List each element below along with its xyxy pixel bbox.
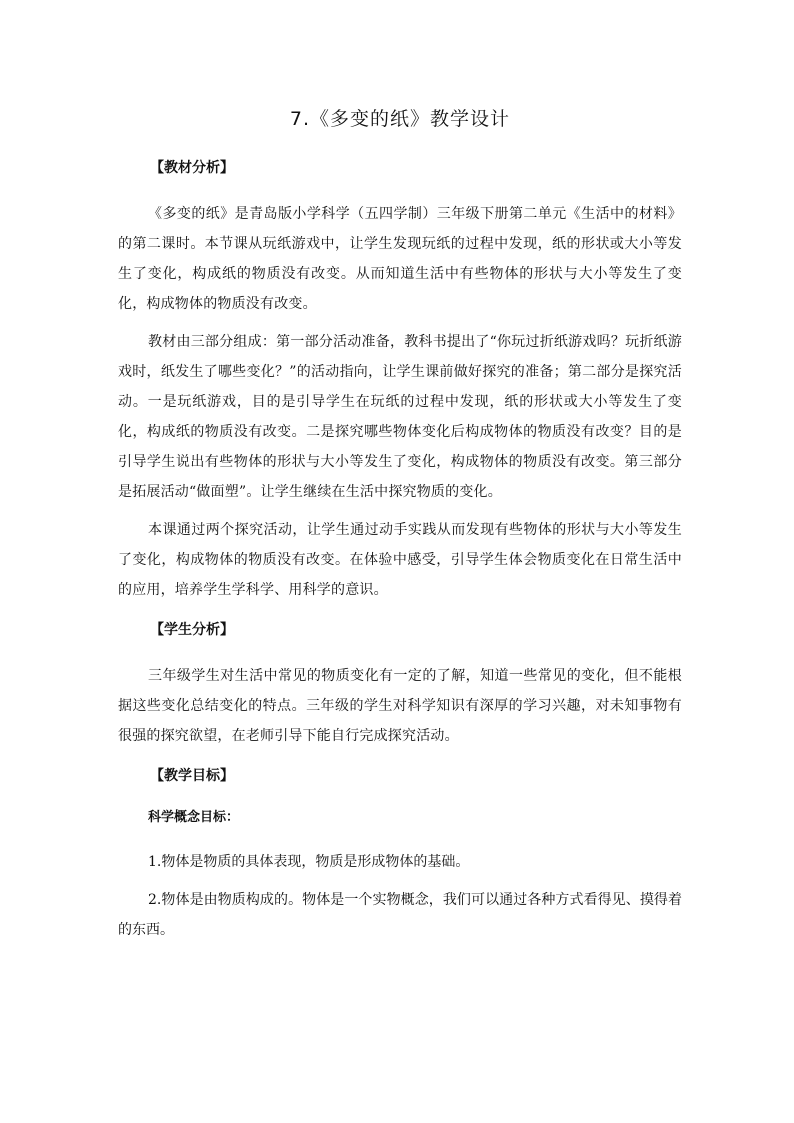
subheading-science-concept: 科学概念目标： — [148, 810, 240, 825]
paragraph: 三年级学生对生活中常见的物质变化有一定的了解，知道一些常见的变化，但不能根据这些变化总结变化的特点。三年级的学生对科学知识有深厚的学习兴趣，对未知事物有很强的探究欲望，在老师引导下能自行完成探究活动。 — [118, 668, 682, 744]
section-heading: 【教材分析】 — [150, 160, 234, 176]
paragraph: 《多变的纸》是青岛版小学科学（五四学制）三年级下册第二单元《生活中的材料》的第二课时。本节课从玩纸游戏中，让学生发现玩纸的过程中发现，纸的形状或大小等发生了变化，构成纸的物质没有改变。从而知道生活中有些物体的形状与大小等发生了变化，构成物体的物质没有改变。 — [118, 206, 682, 312]
paragraph: 教材由三部分组成：第一部分活动准备，教科书提出了“你玩过折纸游戏吗？玩折纸游戏时，纸发生了哪些变化？”的活动指向，让学生课前做好探究的准备；第二部分是探究活动。一是玩纸游戏，目的是引导学生在玩纸的过程中发现，纸的形状或大小等发生了变化，构成纸的物质没有改变。二是探究哪些物体变化后构成物体的物质没有改变？目的是引导学生说出有些物体的形状与大小等发生了变化，构成物体的物质没有改变。第三部分是拓展活动“做面塑”。让学生继续在生活中探究物质的变化。 — [118, 334, 682, 500]
section-textbook-analysis — [118, 157, 682, 605]
paragraph: 本课通过两个探究活动，让学生通过动手实践从而发现有些物体的形状与大小等发生了变化，构成物体的物质没有改变。在体验中感受，引导学生体会物质变化在日常生活中的应用，培养学生学科学、用科学的意识。 — [118, 522, 682, 598]
section-heading: 【学生分析】 — [150, 622, 234, 638]
list-item: 2.物体是由物质构成的。物体是一个实物概念，我们可以通过各种方式看得见、摸得着的东西。 — [118, 892, 682, 938]
section-heading: 【教学目标】 — [150, 768, 234, 784]
section-student-analysis — [118, 619, 682, 751]
document-title: 7.《多变的纸》教学设计 — [289, 108, 511, 130]
list-item: 1.物体是物质的具体表现，物质是形成物体的基础。 — [148, 854, 470, 870]
section-teaching-goals — [118, 765, 682, 945]
